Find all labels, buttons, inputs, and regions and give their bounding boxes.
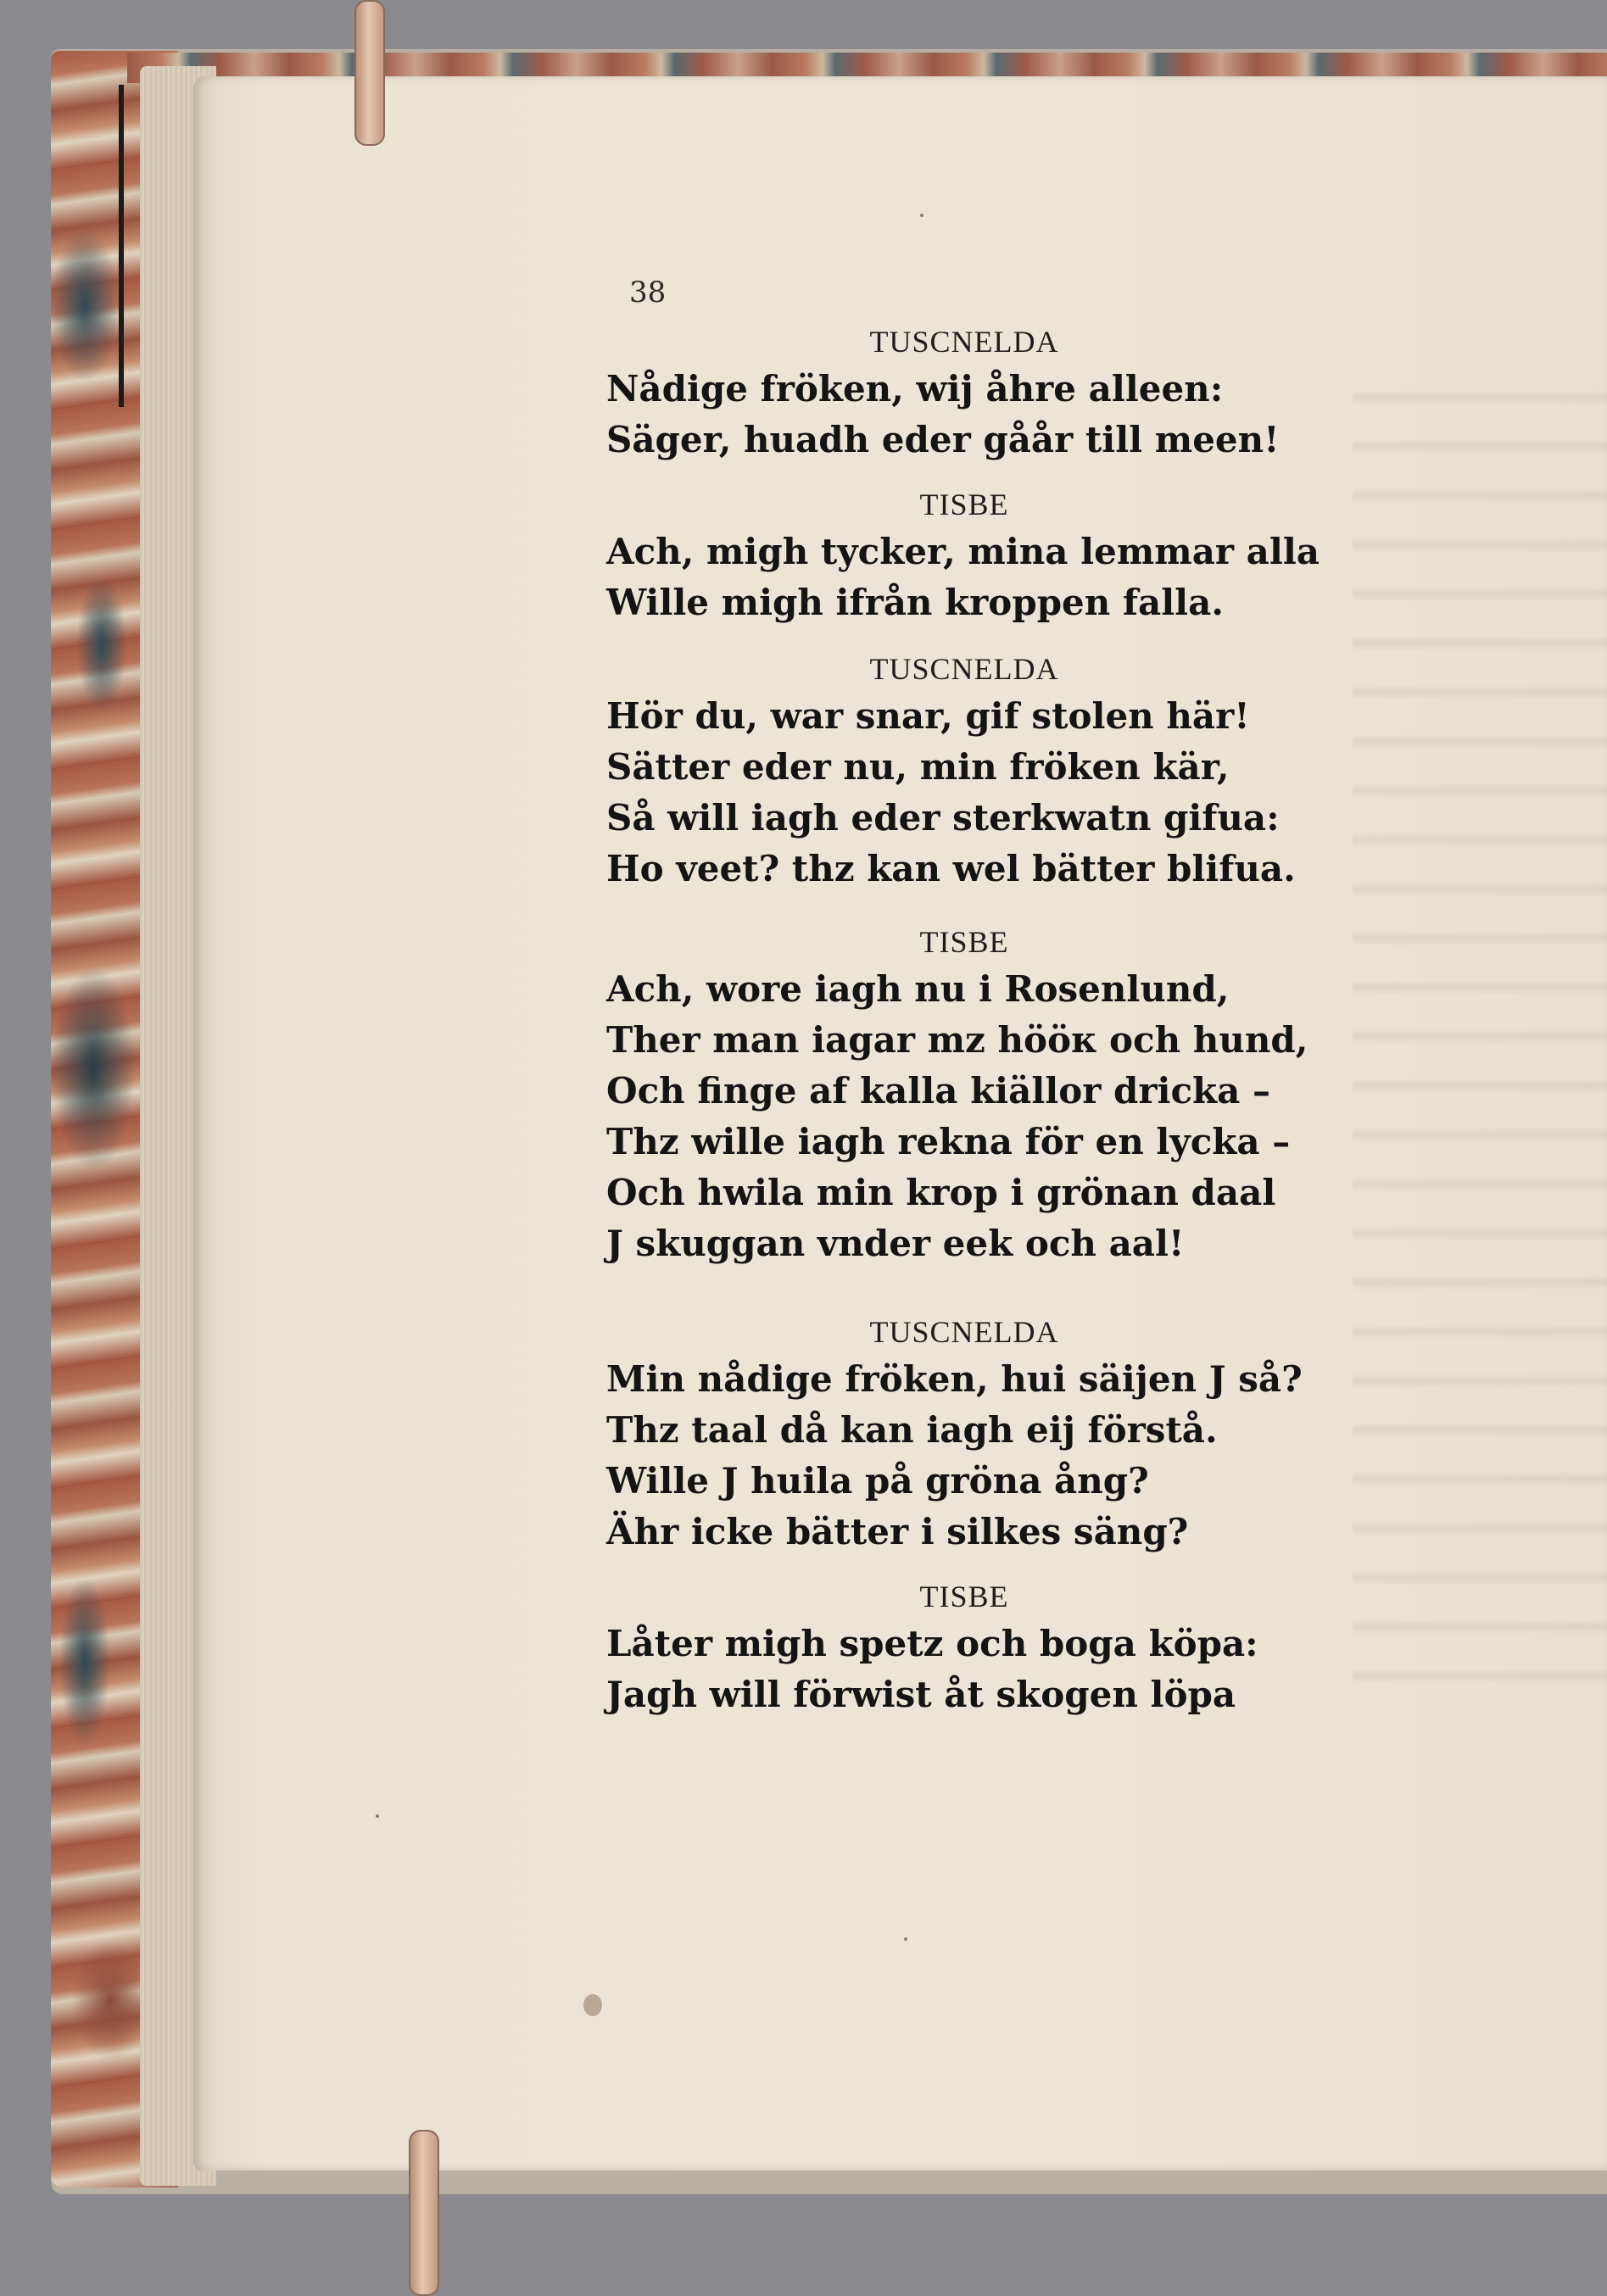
paper-spot — [583, 1994, 602, 2016]
verse-line: Och finge af kalla kiällor dricka – — [606, 1070, 1270, 1112]
verse-line: Wille migh ifrån kroppen falla. — [606, 582, 1224, 623]
speaker-name: TISBE — [919, 1580, 1009, 1613]
verse-line: Låter migh spetz och boga köpa: — [606, 1623, 1258, 1664]
paper-speck — [904, 1937, 907, 1941]
verse-line: Ach, wore iagh nu i Rosenlund, — [606, 968, 1230, 1010]
speaker-name: TUSCNELDA — [869, 1315, 1059, 1349]
speaker-name: TISBE — [919, 925, 1009, 959]
verse-line: Min nådige fröken, hui säijen J så? — [606, 1358, 1303, 1400]
spine-rule — [119, 85, 124, 407]
speaker-name: TUSCNELDA — [869, 652, 1059, 686]
show-through — [1353, 356, 1607, 1713]
verse-line: Jagh will förwist åt skogen löpa — [606, 1674, 1236, 1715]
verse-line: Sätter eder nu, min fröken kär, — [606, 746, 1230, 788]
verse-line: Och hwila min krop i grönan daal — [606, 1172, 1276, 1213]
page-number: 38 — [629, 276, 667, 309]
verse-line: Så will iagh eder sterkwatn gifua: — [606, 797, 1280, 839]
verse-line: Ach, migh tycker, mina lemmar alla — [606, 531, 1320, 572]
verse-line: Thz wille iagh rekna för en lycka – — [606, 1121, 1291, 1162]
verse-line: Wille J huila på gröna ång? — [606, 1460, 1149, 1502]
page-clip-bottom — [409, 2130, 439, 2296]
poem-text — [606, 267, 1353, 1720]
verse-line: Nådige fröken, wij åhre alleen: — [606, 368, 1224, 410]
verse-line: Thz taal då kan iagh eij förstå. — [606, 1409, 1218, 1451]
page-clip-top — [354, 0, 385, 146]
verse-line: Hör du, war snar, gif stolen här! — [606, 695, 1250, 737]
verse-line: Säger, huadh eder gåår till meen! — [606, 419, 1280, 460]
verse-line: J skuggan vnder eek och aal! — [606, 1223, 1185, 1264]
speaker-name: TUSCNELDA — [869, 325, 1059, 359]
verse-line: Ähr icke bätter i silkes säng? — [606, 1511, 1189, 1552]
verse-line: Ther man iagar mz hööк och hund, — [606, 1019, 1308, 1061]
verse-line: Ho veet? thz kan wel bätter blifua. — [606, 848, 1296, 889]
paper-speck — [376, 1814, 379, 1818]
speaker-name: TISBE — [919, 488, 1009, 521]
paper-speck — [920, 214, 923, 217]
